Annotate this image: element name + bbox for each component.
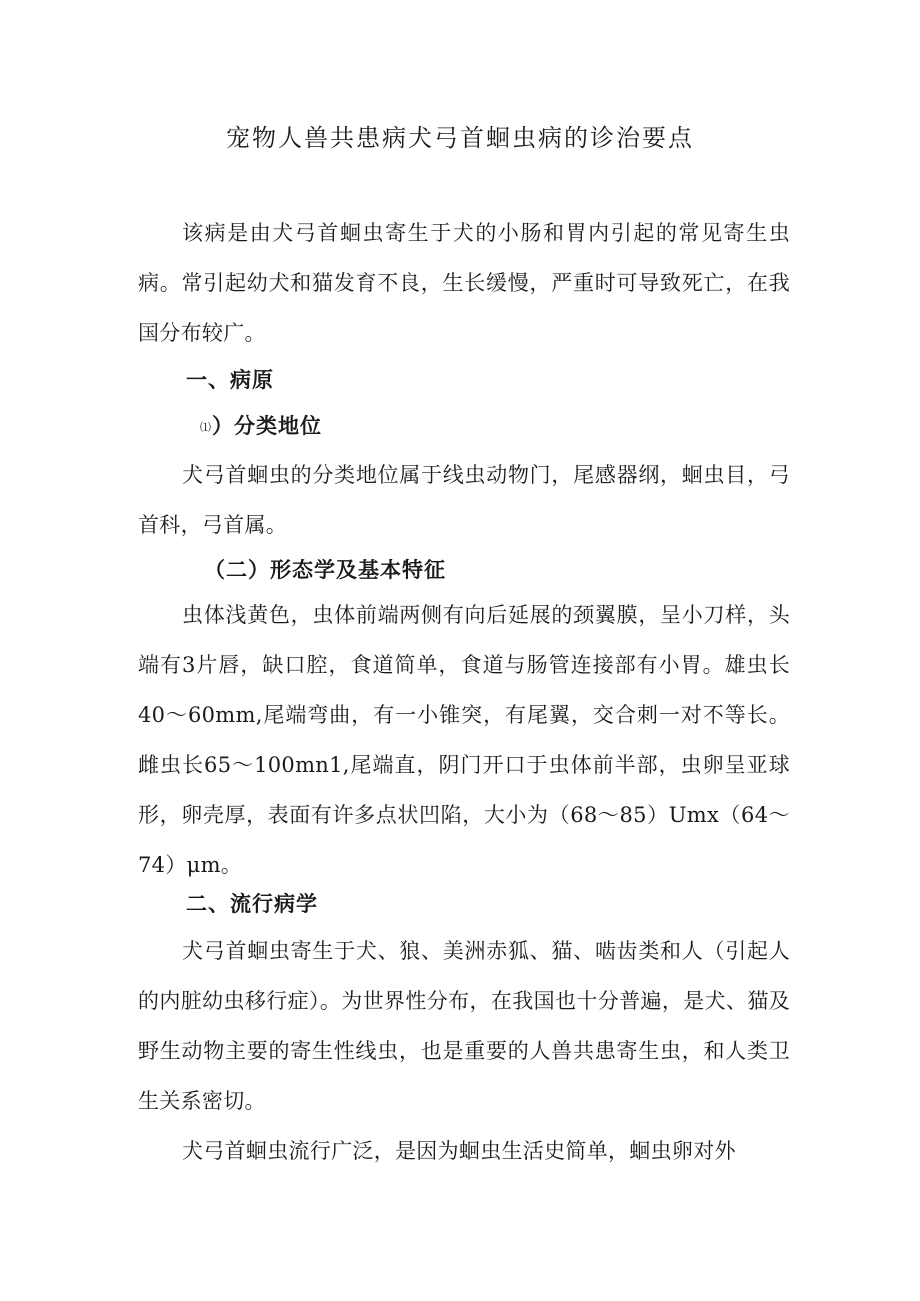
epidemiology-paragraph-1: 犬弓首蛔虫寄生于犬、狼、美洲赤狐、猫、啮齿类和人（引起人的内脏幼虫移行症）。为世界性分布，在我国也十分普遍，是犬、猫及野生动物主要的寄生性线虫，也是重要的人兽共患寄生虫，和人类卫生关系密切。: [138, 939, 790, 1113]
subsection-heading-morphology: （二）形态学及基本特征: [204, 558, 446, 582]
classification-paragraph: 犬弓首蛔虫的分类地位属于线虫动物门，尾感器纲，蛔虫目，弓首科，弓首属。: [138, 463, 790, 537]
section-heading-epidemiology: 二、流行病学: [186, 892, 318, 916]
epidemiology-paragraph-2: 犬弓首蛔虫流行广泛，是因为蛔虫生活史简单，蛔虫卵对外: [182, 1139, 736, 1163]
intro-paragraph: 该病是由犬弓首蛔虫寄生于犬的小肠和胃内引起的常见寄生虫病。常引起幼犬和猫发育不良，生长缓慢，严重时可导致死亡，在我国分布较广。: [138, 221, 790, 345]
section-heading-pathogen: 一、病原: [186, 368, 274, 392]
subsection-heading-classification: [200, 410, 322, 440]
subsection-number: ⑴: [200, 421, 212, 434]
subsection-title: ）分类地位: [212, 414, 322, 438]
page-title: 宠物人兽共患病犬弓首蛔虫病的诊治要点: [226, 124, 694, 152]
morphology-paragraph: 虫体浅黄色，虫体前端两侧有向后延展的颈翼膜，呈小刀样，头端有3片唇，缺口腔，食道简单，食道与肠管连接部有小胃。雄虫长40～60mm,尾端弯曲，有一小锥突，有尾翼，交合刺一对不等长。雌虫长65～100mn1,尾端直，阴门开口于虫体前半部，虫卵呈亚球形，卵壳厚，表面有许多点状凹陷，大小为（68～85）Umx（64～74）μm。: [138, 603, 790, 877]
